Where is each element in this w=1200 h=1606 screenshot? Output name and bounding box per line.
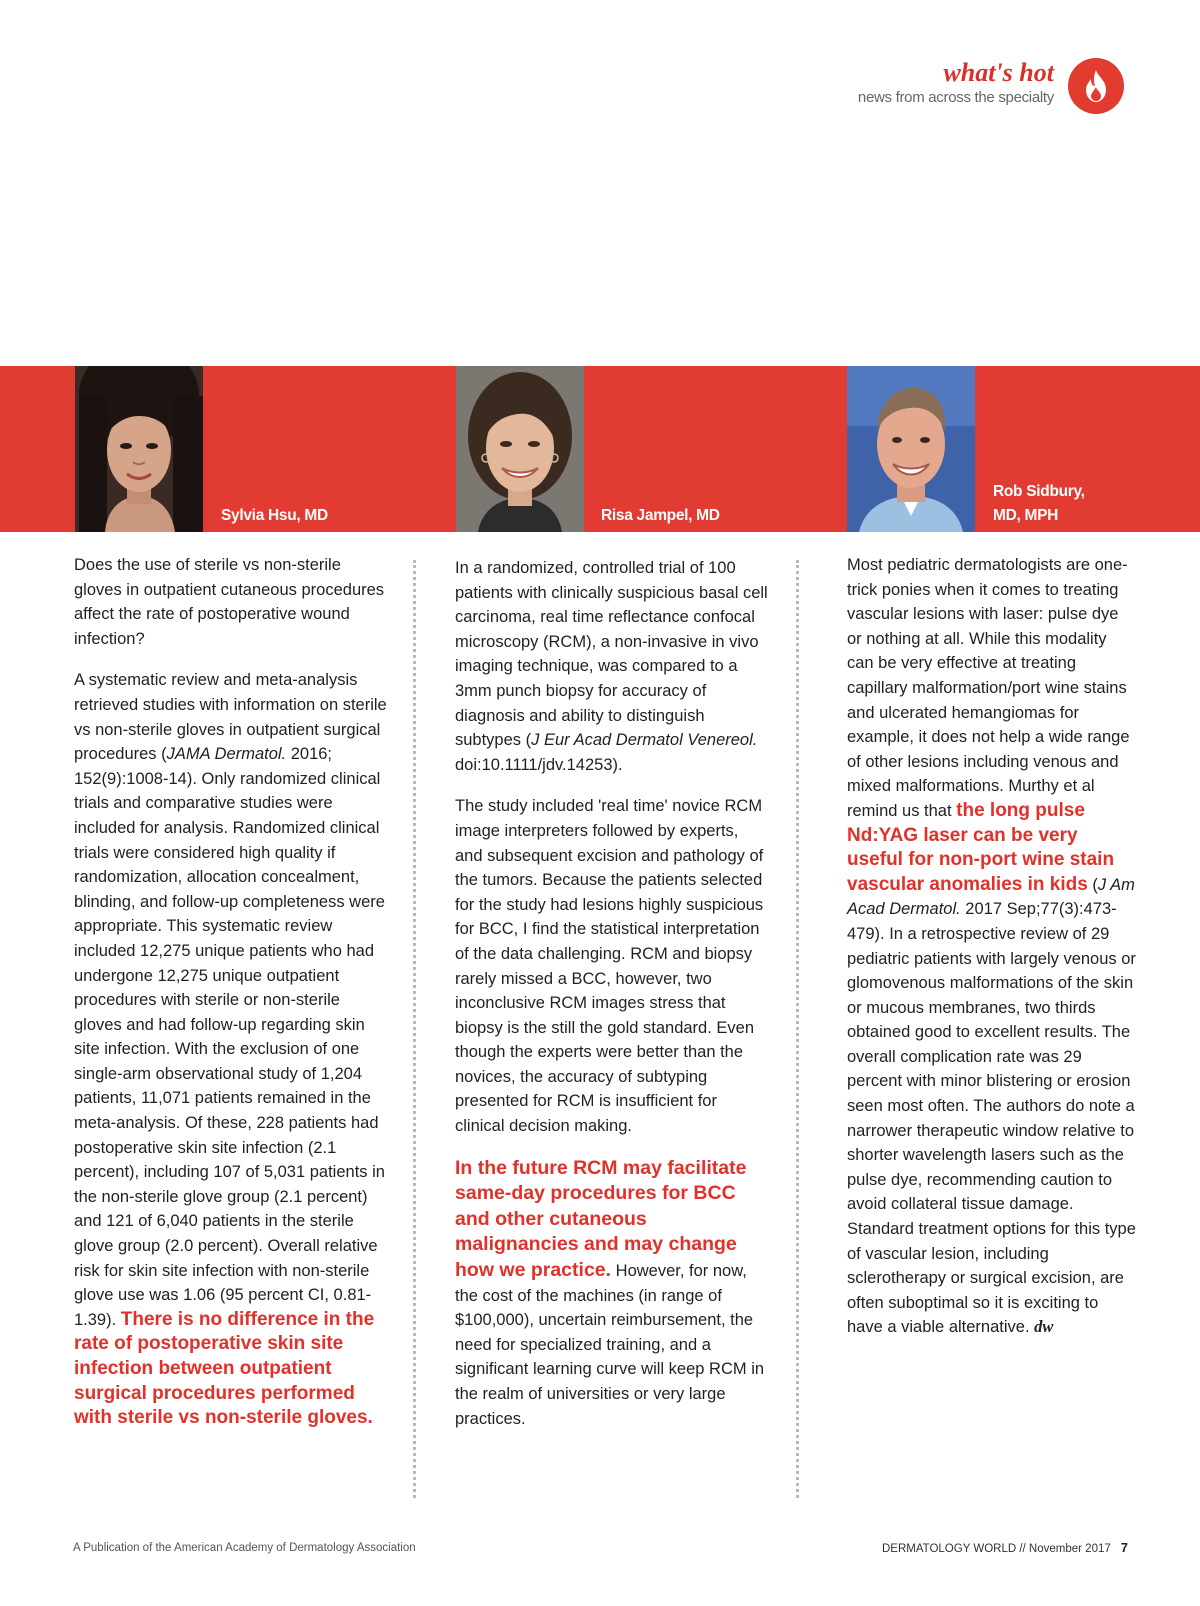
footer-issue [882, 1540, 1128, 1555]
column-divider [413, 560, 416, 1498]
profile-name-degree: MD, MPH [993, 507, 1059, 524]
profile-name: Rob Sidbury, [993, 483, 1085, 500]
profile-name: Risa Jampel, MD [601, 507, 720, 524]
body-paragraph: In the future RCM may facilitate same-day procedures for BCC and other cutaneous malignancies and may change how we practice. However, for now, the cost of the machines (in range of $100,000), uncertain reimbursement, the need for specialized training, and a significant learning curve will keep RCM in the realm of universities or very large practices. [455, 1156, 765, 1428]
article-column-2 [455, 556, 768, 1448]
citation: J Am Acad Dermatol. [847, 875, 1135, 919]
footer-issue-label: DERMATOLOGY WORLD // November 2017 [881, 1543, 1111, 1555]
article-column-3 [847, 553, 1137, 1357]
key-finding: There is no difference in the rate of postoperative skin site infection between outpatient surgical procedures performed with sterile vs non-sterile gloves. [74, 1308, 375, 1429]
column-divider [796, 560, 799, 1498]
key-finding: the long pulse Nd:YAG laser can be very useful for non-port wine stain vascular anomalies in kids [847, 799, 1115, 895]
body-paragraph: Most pediatric dermatologists are one-trick ponies when it comes to treating vascular lesions with laser: pulse dye or nothing at all. While this modality can be very effective at treating capillary malformation/port wine stains and ulcerated hemangiomas for example, it does not help a wide range of other lesions including venous and mixed malformations. Murthy et al remind us that the long pulse Nd:YAG laser can be very useful for non-port wine stain vascular anomalies in kids (J Am Acad Dermatol. 2017 Sep;77(3):473-479). In a retrospective review of 29 pediatric patients with largely venous or glomovenous malformations of the skin or mucous membranes, two thirds obtained good to excellent results. The overall complication rate was 29 percent with minor blistering or erosion seen most often. The authors do note a narrower therapeutic window relative to shorter wavelength lasers such as the pulse dye, recommending caution to avoid collateral tissue damage. Standard treatment options for this type of vascular lesion, including sclerotherapy or surgical excision, are often suboptimal so it is exciting to have a viable alternative. dw [847, 556, 1136, 1337]
profile-name: Sylvia Hsu, MD [221, 507, 328, 524]
page-number: 7 [1120, 1540, 1128, 1555]
body-paragraph: The study included 'real time' novice RCM image interpreters followed by experts, and subsequent excision and pathology of the tumors. Because the patients selected for the study had lesions highly suspicious for BCC, I find the statistical interpretation of the data challenging. RCM and biopsy rarely missed a BCC, however, two inconclusive RCM images stress that biopsy is the still the gold standard. Even though the experts were better than the novices, the accuracy of subtyping presented for RCM is insufficient for clinical decision making. [455, 797, 764, 1136]
photo-sylvia-hsu [75, 366, 203, 532]
end-mark: dw [1034, 1317, 1054, 1337]
article-column-1 [74, 553, 392, 1448]
section-header [0, 58, 1200, 118]
body-paragraph: In a randomized, controlled trial of 100 patients with clinically suspicious basal cell carcinoma, real time reflectance confocal microscopy (RCM), a non-invasive in vivo imaging technique, was compared to a 3mm punch biopsy for accuracy of diagnosis and ability to distinguish subtypes (J Eur Acad Dermatol Venereol. doi:10.1111/jdv.14253). [455, 559, 768, 774]
section-title: what's hot [943, 58, 1054, 87]
key-finding: In the future RCM may facilitate same-day procedures for BCC and other cutaneous malignancies and may change how we practice. [455, 1156, 747, 1282]
flame-icon [1068, 58, 1124, 114]
photo-risa-jampel [456, 366, 584, 532]
citation: JAMA Dermatol. [166, 745, 287, 764]
question-paragraph: Does the use of sterile vs non-sterile gloves in outpatient cutaneous procedures affect the rate of postoperative wound infection? [74, 556, 385, 648]
body-paragraph: A systematic review and meta-analysis retrieved studies with information on sterile vs non-sterile gloves in outpatient surgical procedures (JAMA Dermatol. 2016; 152(9):1008-14). Only randomized clinical trials and comparative studies were included for analysis. Randomized clinical trials were considered high quality if randomization, allocation concealment, blinding, and follow-up completeness were appropriate. This systematic review included 12,275 unique patients who had undergone 12,275 unique outpatient procedures with sterile or non-sterile gloves and had follow-up regarding skin site infection. With the exclusion of one single-arm observational study of 1,204 patients, 11,071 patients remained in the meta-analysis. Of these, 228 patients had postoperative skin site infection (2.1 percent), including 107 of 5,031 patients in the non-sterile glove group (2.1 percent) and 121 of 6,040 patients in the sterile glove group (2.0 percent). Overall relative risk for skin site infection with non-sterile glove use was 1.06 (95 percent CI, 0.81-1.39). There is no difference in the rate of postoperative skin site infection between outpatient surgical procedures performed with sterile vs non-sterile gloves. [74, 671, 387, 1429]
footer-publication: A Publication of the American Academy of Dermatology Association [73, 1542, 416, 1554]
section-subtitle: news from across the specialty [857, 89, 1054, 106]
citation: J Eur Acad Dermatol Venereol. [531, 731, 758, 750]
photo-rob-sidbury [847, 366, 975, 532]
